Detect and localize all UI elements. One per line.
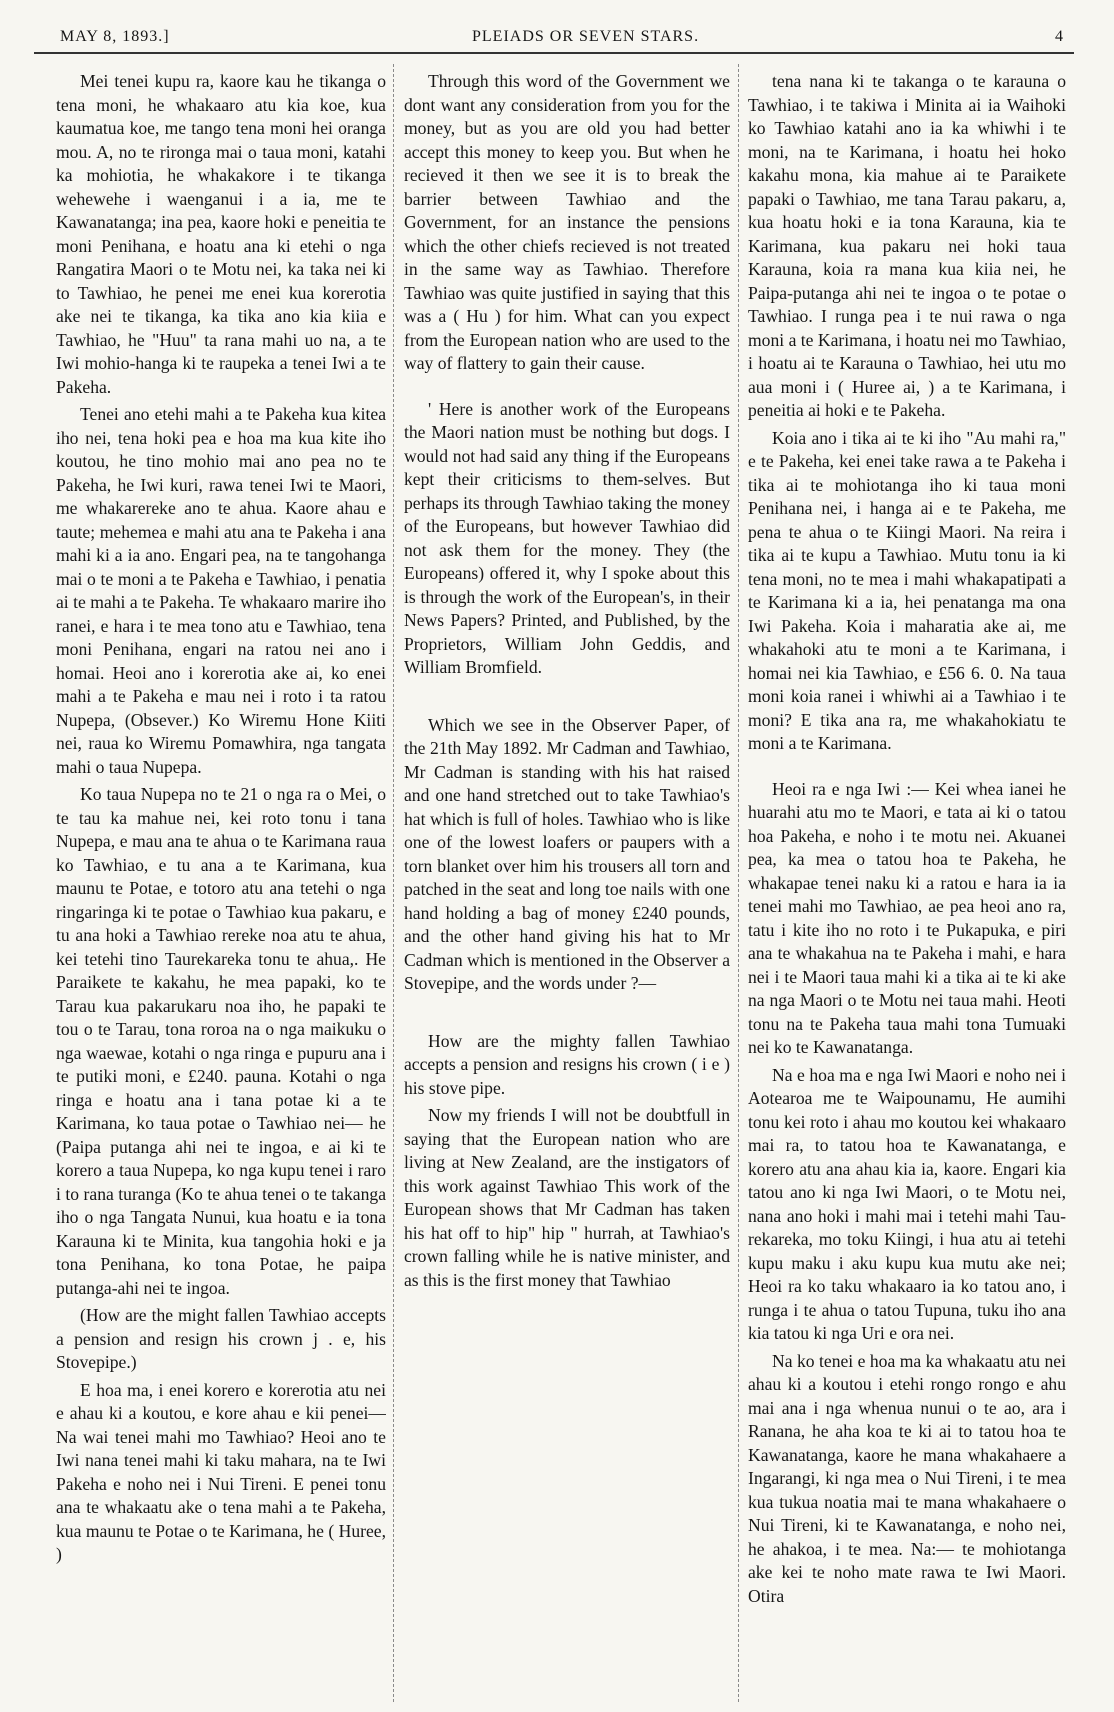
column-divider bbox=[738, 64, 739, 1702]
page-number: 4 bbox=[1055, 28, 1064, 45]
paragraph: How are the mighty fallen Tawhiao accepts a pension and resigns his crown ( i e ) his stove pipe. bbox=[404, 1030, 730, 1098]
header-rule bbox=[34, 52, 1074, 54]
column-maori-left bbox=[56, 70, 386, 1700]
newspaper-title: PLEIADS OR SEVEN STARS. bbox=[472, 28, 700, 45]
column-divider bbox=[393, 64, 394, 1702]
page-header bbox=[32, 20, 1074, 54]
paragraph: Koia ano i tika ai te ki iho "Au mahi ra," e te Pakeha, kei enei take rawa a te Pakeha i tika ai te mohiotanga iho ki taua moni Penihana nei, i hanga ai e te Pakeha, me pena te ahua o te Kiingi Maori. Na reira i tika ai te kupu a Tawhiao. Mutu tonu ia ki tena moni, no te mea i mahi whakapatipati a te Karimana ki a ia, hei penatanga ma ona Iwi Pakeha. Koia i maharatia ake ai, me whakahoki atu te moni a te Karimana, i homai nei kia Tawhiao, e £56 6. 0. Na taua moni koia ranei i whiwhi ai a Tawhiao i te moni? E tika ana ra, me whakahokiatu te moni a te Karimana. bbox=[748, 427, 1066, 753]
paragraph: Which we see in the Observer Paper, of the 21th May 1892. Mr Cadman and Tawhiao, Mr Cadman is standing with his hat raised and one hand stretched out to take Tawhiao's hat which is full of holes. Tawhiao who is like one of the lowest loafers or paupers with a torn blanket over him his trousers all torn and patched in the seat and long toe nails with one hand holding a bag of money £240 pounds, and the other hand giving his hat to Mr Cadman which is mentioned in the Observer a Stovepipe, and the words under ?— bbox=[404, 714, 730, 993]
paragraph: E hoa ma, i enei korero e korerotia atu nei e ahau ki a koutou, e kore ahau e kii penei— Na wai tenei mahi mo Tawhiao? Heoi ano te Iwi nana tenei mahi ki taku mahara, na te Iwi Pakeha e noho nei i Nui Tireni. E penei tonu ana te whakaatu ake o tena mahi a te Pakeha, kua maunu te Potae o te Karimana, he ( Huree, ) bbox=[56, 1379, 386, 1564]
paragraph: Now my friends I will not be doubtfull in saying that the European nation who are living at New Zealand, are the instigators of this work against Tawhiao This work of the European shows that Mr Cadman has taken his hat off to hip" hip " hurrah, at Tawhiao's crown falling while he is native minister, and as this is the first money that Tawhiao bbox=[404, 1105, 730, 1290]
paragraph: tena nana ki te takanga o te karauna o Tawhiao, i te takiwa i Minita ai ia Waihoki ko Tawhiao katahi ano ia ka whiwhi i te moni, na te Karimana, i hoatu hei hoko kakahu mona, kia mahue ai te Paraikete papaki o Tawhiao, me tana Tarau pakaru, a, kua hoatu hoki e ia tona Karauna, kia te Karimana, kua pakaru nei hoki taua Karauna, koia ra mana kua kiia nei, he Paipa-putanga ahi nei te ingoa o te potae o Tawhiao. I runga pea i te nui rawa o nga moni a te Karimana, i hoatu nei mo Tawhiao, i hoatu ai te Karauna o Tawhiao, hei utu mo aua moni i ( Huree ai, ) a te Karimana, i peneitia ai hoki e te Pakeha. bbox=[748, 71, 1066, 420]
column-maori-right bbox=[748, 70, 1066, 1700]
paragraph: Through this word of the Government we dont want any consideration from you for the money, but as you are old you had better accept this money to keep you. But when he recieved it then we see it is to break the barrier between Tawhiao and the Government, for an instance the pensions which the other chiefs recieved is not treated in the same way as Tawhiao. Therefore Tawhiao was quite justified in saying that this was a ( Hu ) for him. What can you expect from the European nation who are used to the way of flattery to gain their cause. bbox=[404, 71, 730, 373]
paragraph: Ko taua Nupepa no te 21 o nga ra o Mei, o te tau ka mahue nei, kei roto tonu i tana Nupepa, e mau ana te ahua o te Karimana raua ko Tawhiao, e tu ana a te Karimana, kua maunu te Potae, e totoro atu ana tetehi o nga ringaringa ki te potae o Tawhiao kua pakaru, e tu ana hoki a Tawhiao rereke noa atu te ahua, kei tetehi tino Taurekareka tonu te ahua,. He Paraikete te kakahu, he mea papaki, ko te Tarau kua pakarukaru noa iho, he papaki te tou o te Tarau, tona roroa na o nga maikuku o nga waewae, kotahi o nga ringa e pupuru ana i te putiki moni, e £240. pauna. Kotahi o nga ringa e hoatu ana i tana potae ki a te Karimana, ko taua potae o Tawhiao nei— he (Paipa putanga ahi nei te ingoa, e ai ki te korero a taua Nupepa, ko nga kupu tenei i raro i to rana turanga (Ko te ahua tenei o te takanga iho o nga Tangata Nunui, kua hoatu e ia tona Karauna ki te Minita, kua tangohia hoki e ja tona Penihana, ko tona Potae, he paipa putanga-ahi nei te ingoa. bbox=[56, 784, 386, 1298]
paragraph: Na e hoa ma e nga Iwi Maori e noho nei i Aotearoa me te Waipounamu, He aumihi tonu kei roto i ahau mo koutou kei whakaaro mai ra, to tatou hoa te Kawanatanga, e korero atu ana ahau kia ia, kaore. Engari kia tatou ano ki nga Iwi Maori, o te Motu nei, nana ano hoki i mahi mai i tetehi mahi Tau-rekareka, mo toku Kiingi, i hua atu ai tetehi kupu maku i aku kupu kua mutu ake nei; Heoi ra ko taku whakaaro ia ko tatou ano, i runga i te ahua o tatou Tupuna, tuku iho ana kia tatou ki nga Uri e ora nei. bbox=[748, 1064, 1066, 1343]
column-english bbox=[404, 70, 730, 1700]
paragraph: Mei tenei kupu ra, kaore kau he tikanga o tena moni, he whakaaro atu kia koe, kua kaumatua koe, me tango tena moni hei oranga mou. A, no te rironga mai o taua moni, katahi ka mohiotia, he whakakore i te tikanga wehewehe i waenganui i a ia, me te Kawanatanga; ina pea, kaore hoki e peneitia te moni Penihana, e hoatu ana ki etehi o nga Rangatira Maori o te Motu nei, ka taka nei ki to Tawhiao, he penei me enei kua korerotia ake nei te tikanga, ka tika ano kia kiia e Tawhiao, he "Huu" ta rana mahi uo na, a te Iwi mohio-hanga ki te raupeka a tenei Iwi a te Pakeha. bbox=[56, 71, 386, 397]
issue-date: MAY 8, 1893.] bbox=[60, 28, 170, 45]
paragraph: (How are the might fallen Tawhiao accepts a pension and resign his crown j . e, his Stovepipe.) bbox=[56, 1305, 386, 1372]
paragraph: ' Here is another work of the Europeans the Maori nation must be nothing but dogs. I would not had said any thing if the Europeans kept their criticisms to them-selves. But perhaps its through Tawhiao taking the money of the Europeans, but however Tawhiao did not ask them for the money. They (the Europeans) offered it, why I spoke about this is through the work of the European's, in their News Papers? Printed, and Published, by the Proprietors, William John Geddis, and William Bromfield. bbox=[404, 398, 730, 677]
paragraph: Na ko tenei e hoa ma ka whakaatu atu nei ahau ki a koutou i etehi rongo rongo e ahu mai ana i nga whenua nunui o te ao, ara i Ranana, he aha koa te ki ai to tatou hoa te Kawanatanga, kaore he mana whakahaere a Ingarangi, ki nga mea o Nui Tireni, i te mea kua tukua noatia mai te mana whakahaere o Nui Tireni, ki te Kawanatanga, e noho nei, he ahakoa, i te mea. Na:— te mohiotanga ake kei te noho mate rawa te Iwi Maori. Otira bbox=[748, 1350, 1066, 1606]
paragraph: Heoi ra e nga Iwi :— Kei whea ianei he huarahi atu mo te Maori, e tata ai ki o tatou hoa Pakeha, e noho i te motu nei. Akuanei pea, ka mea o tatou hoa te Pakeha, he whakapae tenei naku ki a ratou e hara ia ia tenei mahi mo Tawhiao, ae pea heoi ano ra, tatu i kite iho no roto i te Pukapuka, e piri ana te whakahua na te Pakeha i mahi, e hara nei i te Maori taua mahi ki a tika ai te ki ake na nga Maori o te Motu nei taua mahi. Heoti tonu na te Pakeha taua mahi tona Tumuaki nei ko te Kawanatanga. bbox=[748, 778, 1066, 1057]
paragraph: Tenei ano etehi mahi a te Pakeha kua kitea iho nei, tena hoki pea e hoa ma kua kite iho koutou, he tino mohio mai ano pea no te Pakeha, he Iwi kuri, rawa tenei Iwi te Maori, me whakarereke ano te ahua. Kaore ahau e taute; mehemea e mahi atu ana te Pakeha i ana mahi ki a ia ano. Engari pea, na te tangohanga mai o te moni a te Pakeha e Tawhiao, i penatia ai te mahi a te Pakeha. Te whakaaro marire iho ranei, e hara i te mea tono atu e Tawhiao, tena moni Penihana, engari na ratou nei ano i homai. Heoi ano i korerotia ake ai, ko enei mahi a te Pakeha e mau nei i roto i ta ratou Nupepa, (Obsever.) Ko Wiremu Hone Kiiti nei, raua ko Wiremu Pomawhira, nga tangata mahi o taua Nupepa. bbox=[56, 404, 386, 777]
